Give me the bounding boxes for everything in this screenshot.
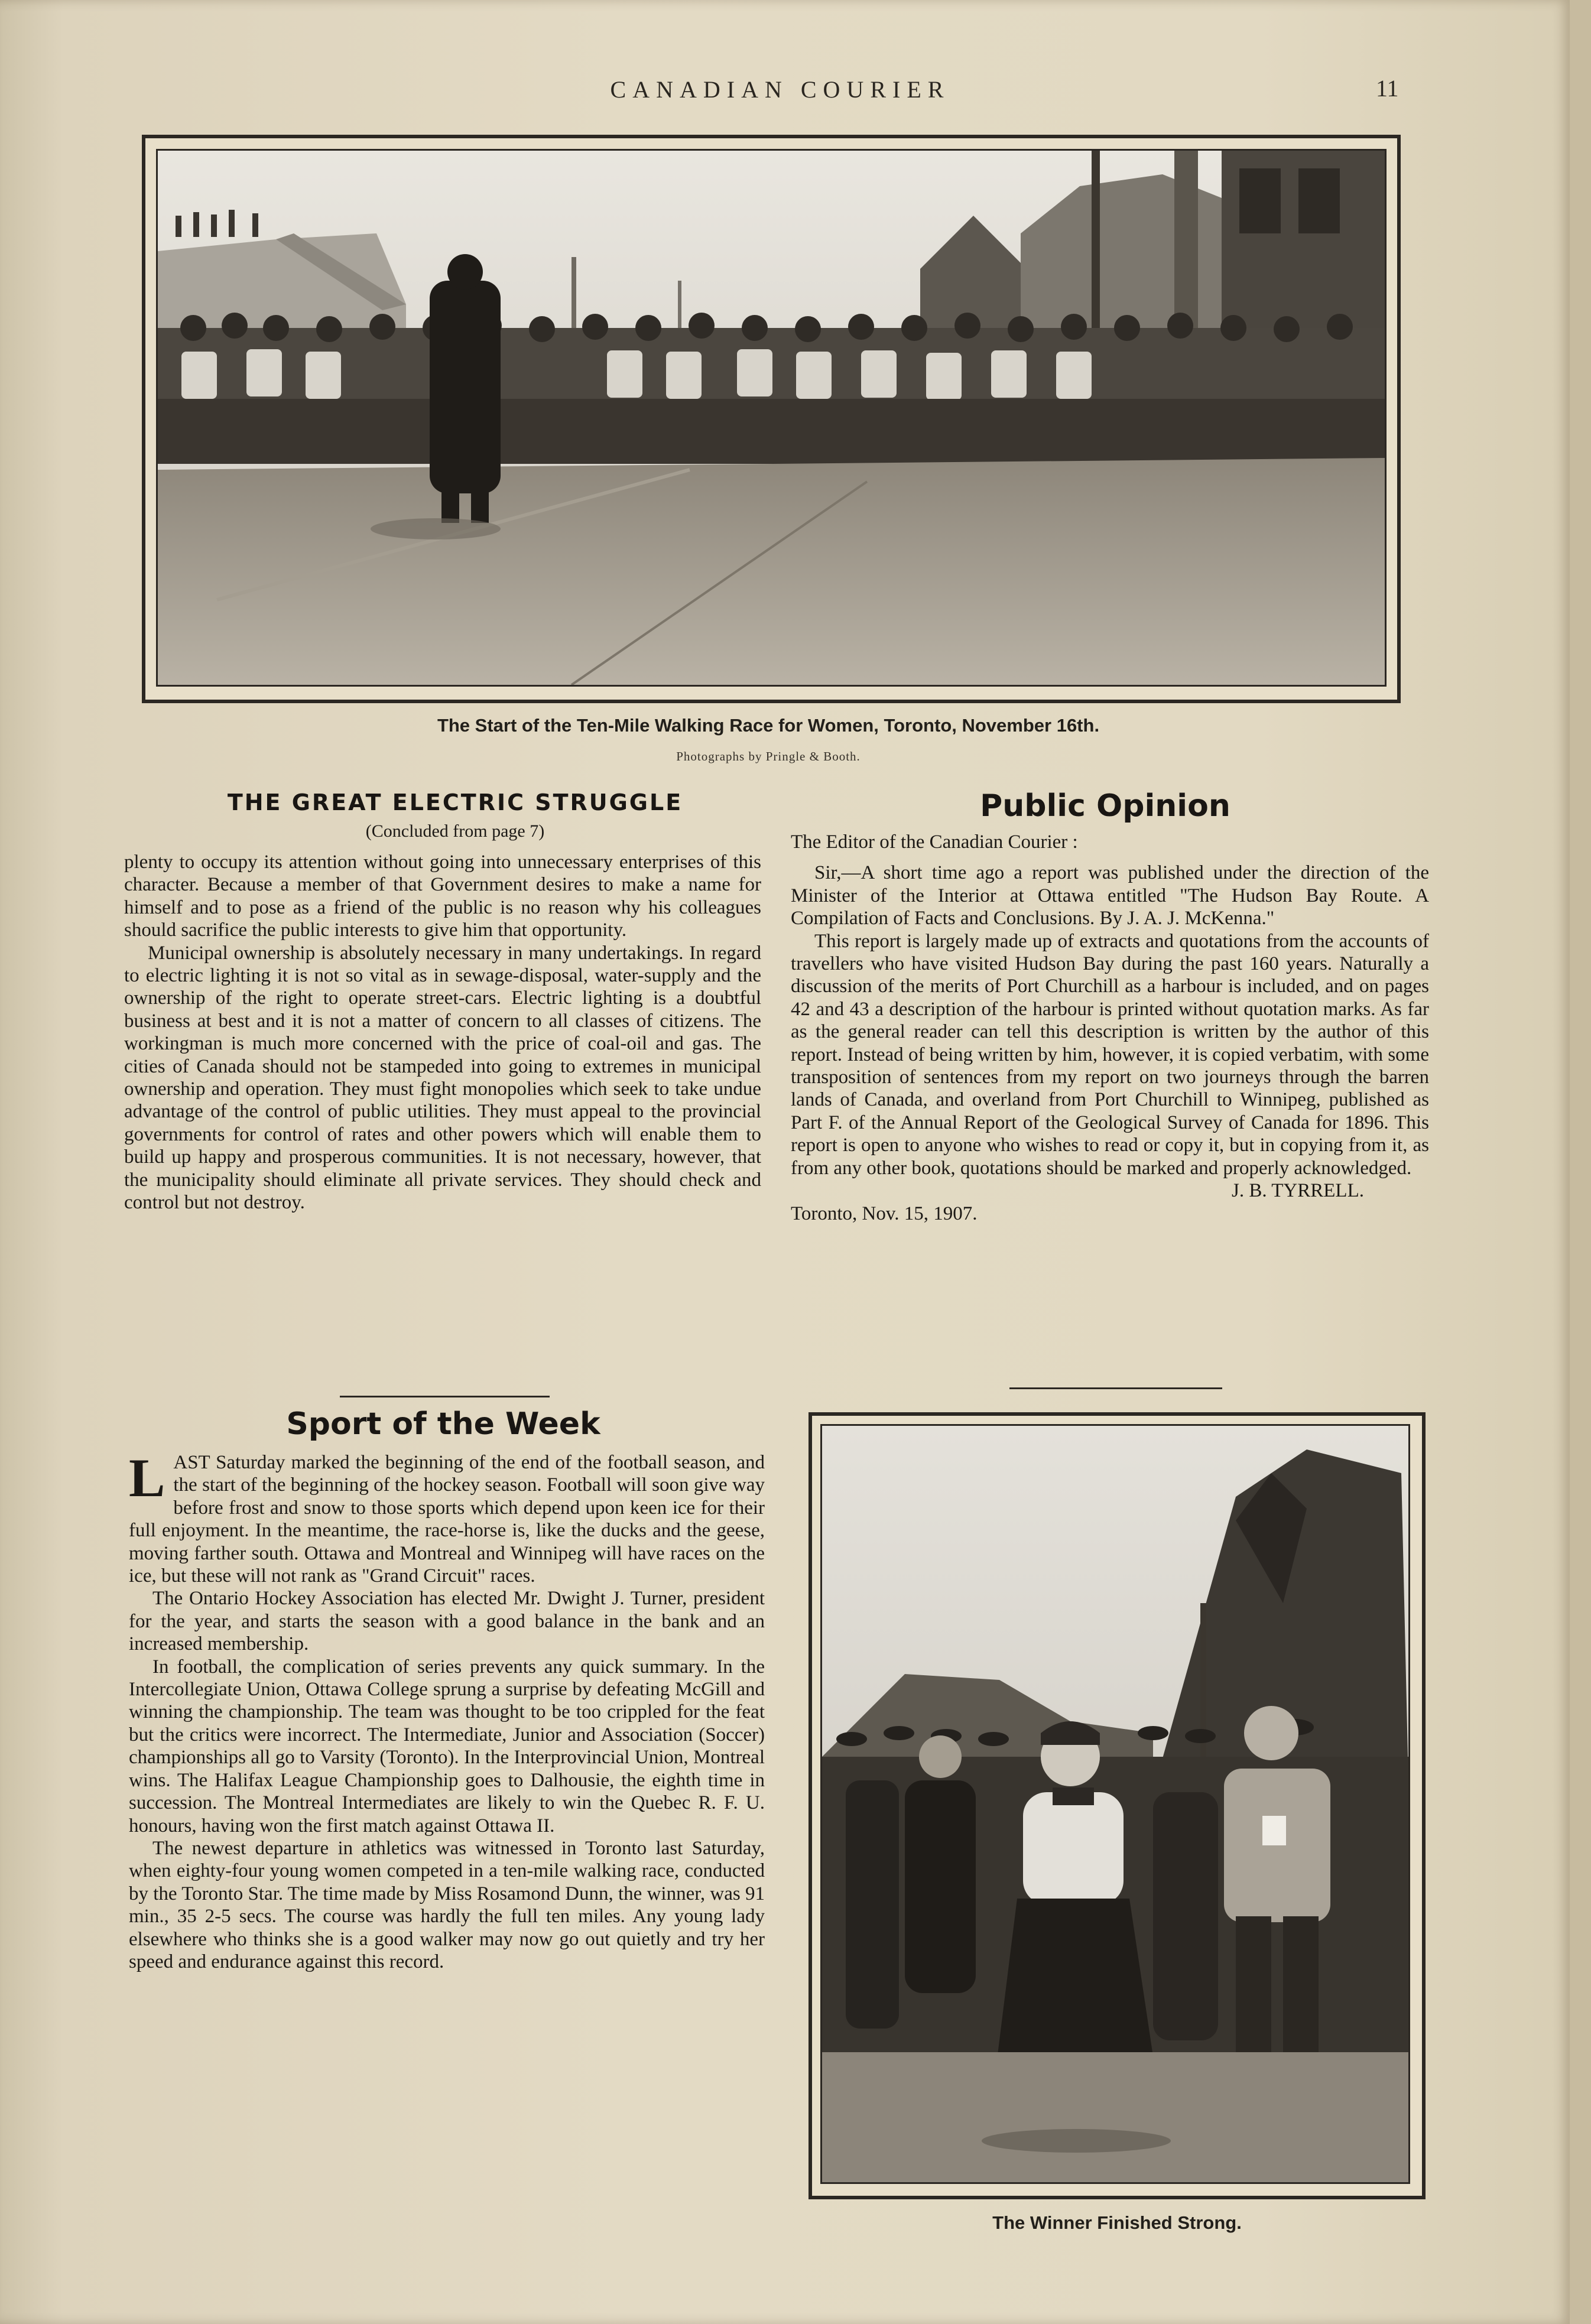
page-number: 11 (1376, 75, 1399, 102)
opinion-salutation: The Editor of the Canadian Courier : (791, 831, 1078, 853)
top-photo (156, 149, 1387, 687)
sport-paragraph: In football, the complication of series prevents any quick summary. In the Intercollegiate Union, Ottawa College sprung a surprise by defeating McGill and winning the championship. The team was thought to be too crippled for the feat but the critics were incorrect. The Intermediate, Junior and Association (Soccer) championships all go to Varsity (Toronto). In the Interprovincial Union, Montreal wins. The Halifax League Championship goes to Dalhousie, the eighth time in succession. The Montreal Intermediates are likely to win the Quebec R. F. U. honours, having won the first match against Ottawa II. (129, 1656, 765, 1837)
sport-paragraph: The Ontario Hockey Association has elected Mr. Dwight J. Turner, president for the year, and starts the season with a good balance in the bank and an increased membership. (129, 1588, 765, 1655)
opinion-signature: J. B. TYRRELL. (1232, 1180, 1364, 1202)
winner-photo (822, 1426, 1408, 2182)
section-divider (340, 1396, 550, 1397)
electric-paragraph: plenty to occupy its attention without going into unnecessary enterprises of this character. Because a member of that Government desires to make a name for himself and to pose as a friend of the public is no reason why his colleagues should sacrifice the public interests to give him that opportunity. (124, 851, 761, 941)
electric-struggle-body (124, 851, 761, 1214)
drop-cap: L (129, 1448, 165, 1508)
race-start-photo (158, 151, 1385, 685)
top-photo-caption: The Start of the Ten-Mile Walking Race for Women, Toronto, November 16th. (437, 715, 1100, 736)
bottom-photo (820, 1424, 1410, 2184)
sport-paragraph: The newest departure in athletics was witnessed in Toronto last Saturday, when eighty-four young women competed in a ten-mile walking race, conducted by the Toronto Star. The time made by Miss Rosamond Dunn, the winner, was 91 min., 35 2-5 secs. The course was hardly the full ten miles. Any young lady elsewhere who thinks she is a good walker may now go out quietly and try her speed and endurance against this record. (129, 1837, 765, 1972)
opinion-dateline: Toronto, Nov. 15, 1907. (791, 1202, 978, 1224)
photo-credit: Photographs by Pringle & Booth. (676, 749, 861, 763)
public-opinion-body (791, 831, 1429, 1225)
public-opinion-title: Public Opinion (980, 788, 1230, 824)
page-edge (1570, 0, 1591, 2324)
sport-paragraph (129, 1448, 765, 1587)
sport-first-paragraph: AST Saturday marked the beginning of the end of the football season, and the start of the beginning of the hockey season. Football will soon give way before frost and snow to those sports which depend upon keen ice for their full enjoyment. In the meantime, the race-horse is, like the ducks and the geese, moving farther south. Ottawa and Montreal and Winnipeg will have races on the ice, but these will not rank as "Grand Circuit" races. (129, 1452, 765, 1587)
bottom-photo-caption: The Winner Finished Strong. (992, 2212, 1242, 2233)
opinion-signature-line (791, 1179, 1429, 1202)
opinion-paragraph: Sir,—A short time ago a report was published under the direction of the Minister of the Interior at Ottawa entitled "The Hudson Bay Route. A Compilation of Facts and Conclusions. By J. A. J. McKenna." (791, 862, 1429, 929)
electric-paragraph: Municipal ownership is absolutely necessary in many undertakings. In regard to electric lighting it is not so vital as in sewage-disposal, water-supply and the ownership of the right to operate street-cars. Electric lighting is a doubtful business at best and it is not a matter of concern to all classes of citizens. The workingman is much more concerned with the price of coal-oil and gas. The cities of Canada should not be stampeded into going to extremes in municipal ownership and operation. They must fight monopolies which seek to take undue advantage of the control of public utilities. They must appeal to the provincial governments for control of rates and other powers which will enable them to build up happy and prosperous communities. It is not necessary, however, that the municipality should eliminate all private services. They should check and control but not destroy. (124, 942, 761, 1214)
sport-body (129, 1448, 765, 1973)
sport-title: Sport of the Week (286, 1406, 600, 1442)
running-header: CANADIAN COURIER (610, 76, 950, 103)
electric-struggle-subtitle: (Concluded from page 7) (365, 821, 545, 841)
opinion-divider (1009, 1387, 1222, 1389)
opinion-paragraph: This report is largely made up of extracts and quotations from the accounts of travellers who have visited Hudson Bay during the past 160 years. Naturally a discussion of the merits of Port Churchill as a harbour is included, and on pages 42 and 43 a description of the harbour is printed without quotation marks. As far as the general reader can tell this description is written by the author of this report. Instead of being written by him, however, it is copied verbatim, with some transposition of sentences from my report on two journeys through the barren lands of Canada, and overland from Port Churchill to Winnipeg, published as Part F. of the Annual Report of the Geological Survey of Canada for 1896. This report is open to anyone who wishes to read or copy it, but in copying from it, as from any other book, quotations should be marked and properly acknowledged. (791, 930, 1429, 1179)
electric-struggle-title: THE GREAT ELECTRIC STRUGGLE (227, 789, 683, 815)
